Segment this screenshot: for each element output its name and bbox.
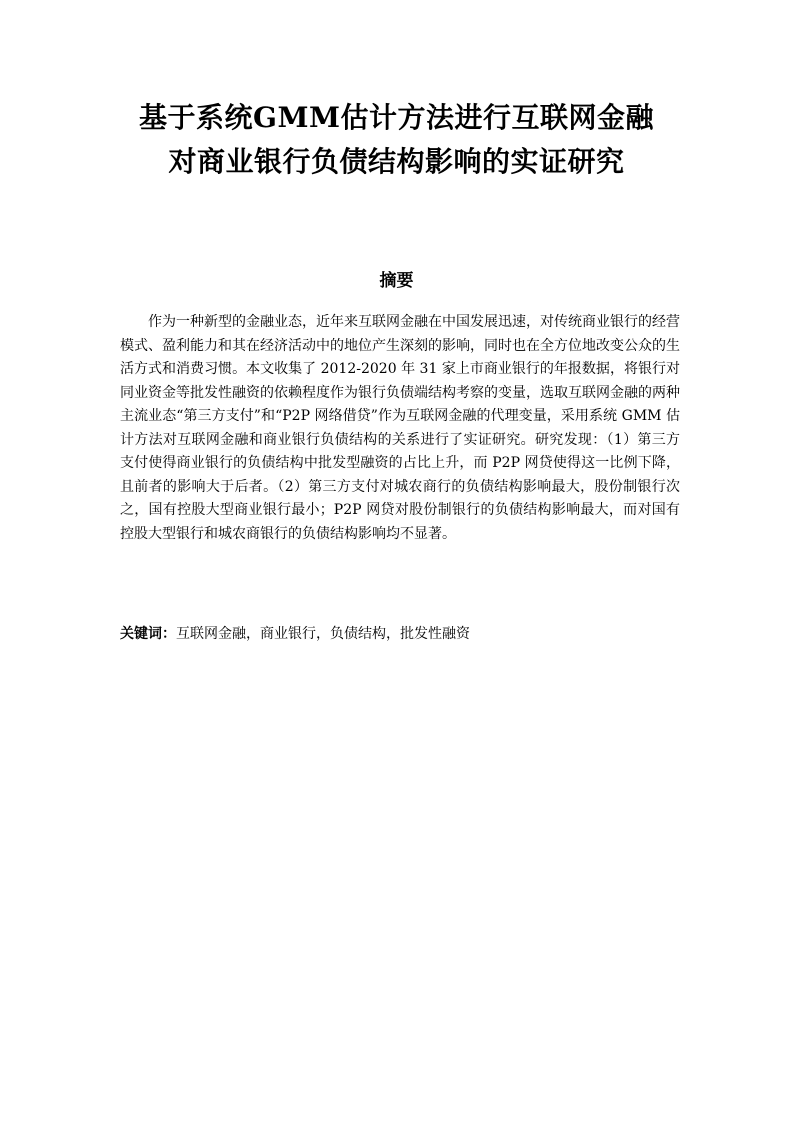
keywords-line [120, 623, 680, 646]
keywords-label: 关键词： [120, 626, 176, 642]
abstract-heading: 摘要 [379, 271, 414, 291]
abstract-body: 作为一种新型的金融业态，近年来互联网金融在中国发展迅速，对传统商业银行的经营模式、盈利能力和其在经济活动中的地位产生深刻的影响，同时也在全方位地改变公众的生活方式和消费习惯。本文收集了 2012-2020 年 31 家上市商业银行的年报数据，将银行对同业资金等批发性融资的依赖程度作为银行负债端结构考察的变量，选取互联网金融的两种主流业态“第三方支付”和“P2P 网络借贷”作为互联网金融的代理变量，采用系统 GMM 估计方法对互联网金融和商业银行负债结构的关系进行了实证研究。研究发现：（1）第三方支付使得商业银行的负债结构中批发型融资的占比上升，而 P2P 网贷使得这一比例下降，且前者的影响大于后者。（2）第三方支付对城农商行的负债结构影响最大，股份制银行次之，国有控股大型商业银行最小；P2P 网贷对股份制银行的负债结构影响最大，而对国有控股大型银行和城农商银行的负债结构影响均不显著。 [120, 314, 680, 542]
paper-title [80, 96, 713, 184]
title-line-2: 对商业银行负债结构影响的实证研究 [168, 145, 625, 178]
keywords-text: 互联网金融，商业银行，负债结构，批发性融资 [176, 626, 470, 642]
title-line-1: 基于系统GMM估计方法进行互联网金融 [139, 101, 654, 134]
